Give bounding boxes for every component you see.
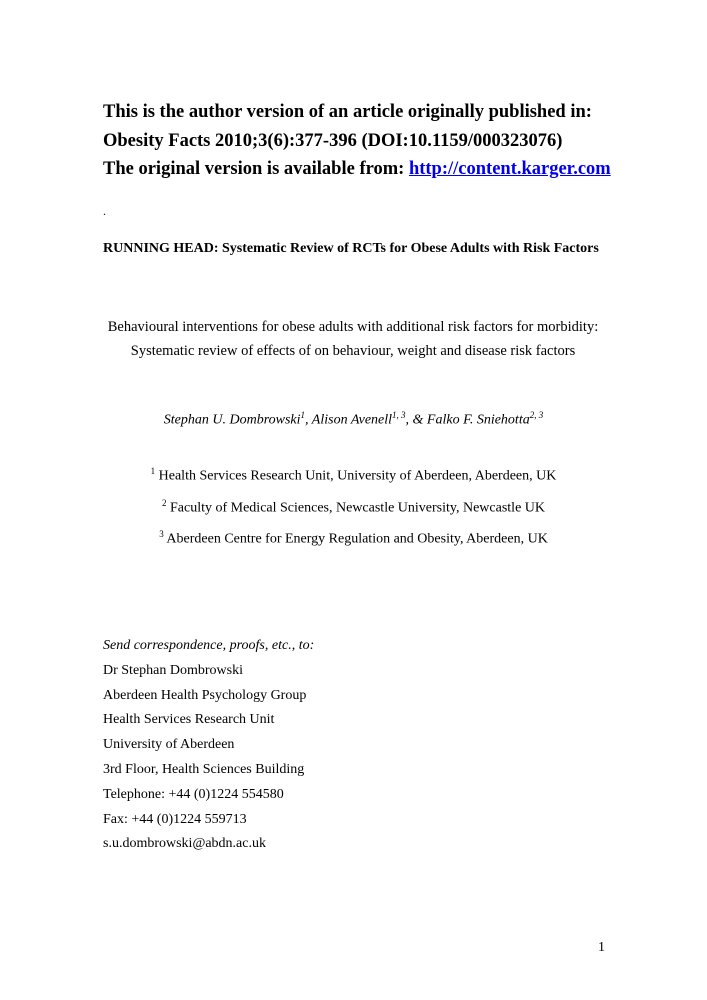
correspondence-fax: Fax: +44 (0)1224 559713	[103, 811, 247, 827]
affiliation-text: Health Services Research Unit, University of Aberdeen, Aberdeen, UK	[158, 468, 557, 484]
publication-note	[103, 98, 663, 184]
running-head: RUNNING HEAD: Systematic Review of RCTs for Obese Adults with Risk Factors	[103, 241, 599, 256]
author-separator: , &	[405, 412, 427, 428]
correspondence-email: s.u.dombrowski@abdn.ac.uk	[103, 836, 266, 852]
affiliation-item	[60, 458, 647, 490]
page-number: 1	[598, 940, 605, 955]
correspondence-line: Aberdeen Health Psychology Group	[103, 687, 307, 703]
affiliation-item	[60, 521, 647, 553]
correspondence-line: University of Aberdeen	[103, 737, 235, 753]
publication-note-line3	[103, 155, 663, 184]
affiliation-list	[60, 458, 647, 553]
separator-dot: .	[103, 204, 106, 218]
article-title-line1: Behavioural interventions for obese adults with additional risk factors for morbidity:	[107, 319, 599, 335]
author-affiliation-marker: 2, 3	[529, 410, 544, 420]
correspondence-block	[103, 634, 553, 857]
publication-note-line1: This is the author version of an article originally published in:	[103, 102, 592, 122]
affiliation-marker: 2	[161, 497, 167, 508]
correspondence-phone: Telephone: +44 (0)1224 554580	[103, 786, 284, 802]
article-title-line2: Systematic review of effects of on behaviour, weight and disease risk factors	[130, 343, 576, 359]
publication-note-line2: Obesity Facts 2010;3(6):377-396 (DOI:10.1159/000323076)	[103, 130, 563, 151]
karger-link[interactable]: http://content.karger.com	[408, 159, 611, 179]
correspondence-line: 3rd Floor, Health Sciences Building	[103, 761, 305, 777]
article-title	[80, 315, 626, 363]
correspondence-lead: Send correspondence, proofs, etc., to:	[103, 638, 315, 653]
author-affiliation-marker: 1	[300, 410, 306, 420]
publication-note-prefix: The original version is available from:	[103, 159, 405, 179]
affiliation-text: Faculty of Medical Sciences, Newcastle University, Newcastle UK	[169, 500, 546, 516]
correspondence-line: Dr Stephan Dombrowski	[103, 662, 243, 678]
affiliation-item	[60, 490, 647, 522]
author-name: Falko F. Sniehotta	[426, 412, 530, 428]
affiliation-text: Aberdeen Centre for Energy Regulation and Obesity, Aberdeen, UK	[166, 531, 548, 547]
author-affiliation-marker: 1, 3	[392, 410, 406, 420]
affiliation-marker: 3	[159, 529, 164, 540]
author-separator: ,	[305, 412, 312, 428]
author-name: Alison Avenell	[311, 412, 393, 428]
author-list	[60, 410, 647, 429]
correspondence-line: Health Services Research Unit	[103, 712, 275, 728]
affiliation-marker: 1	[150, 466, 156, 476]
author-name: Stephan U. Dombrowski	[163, 412, 301, 428]
